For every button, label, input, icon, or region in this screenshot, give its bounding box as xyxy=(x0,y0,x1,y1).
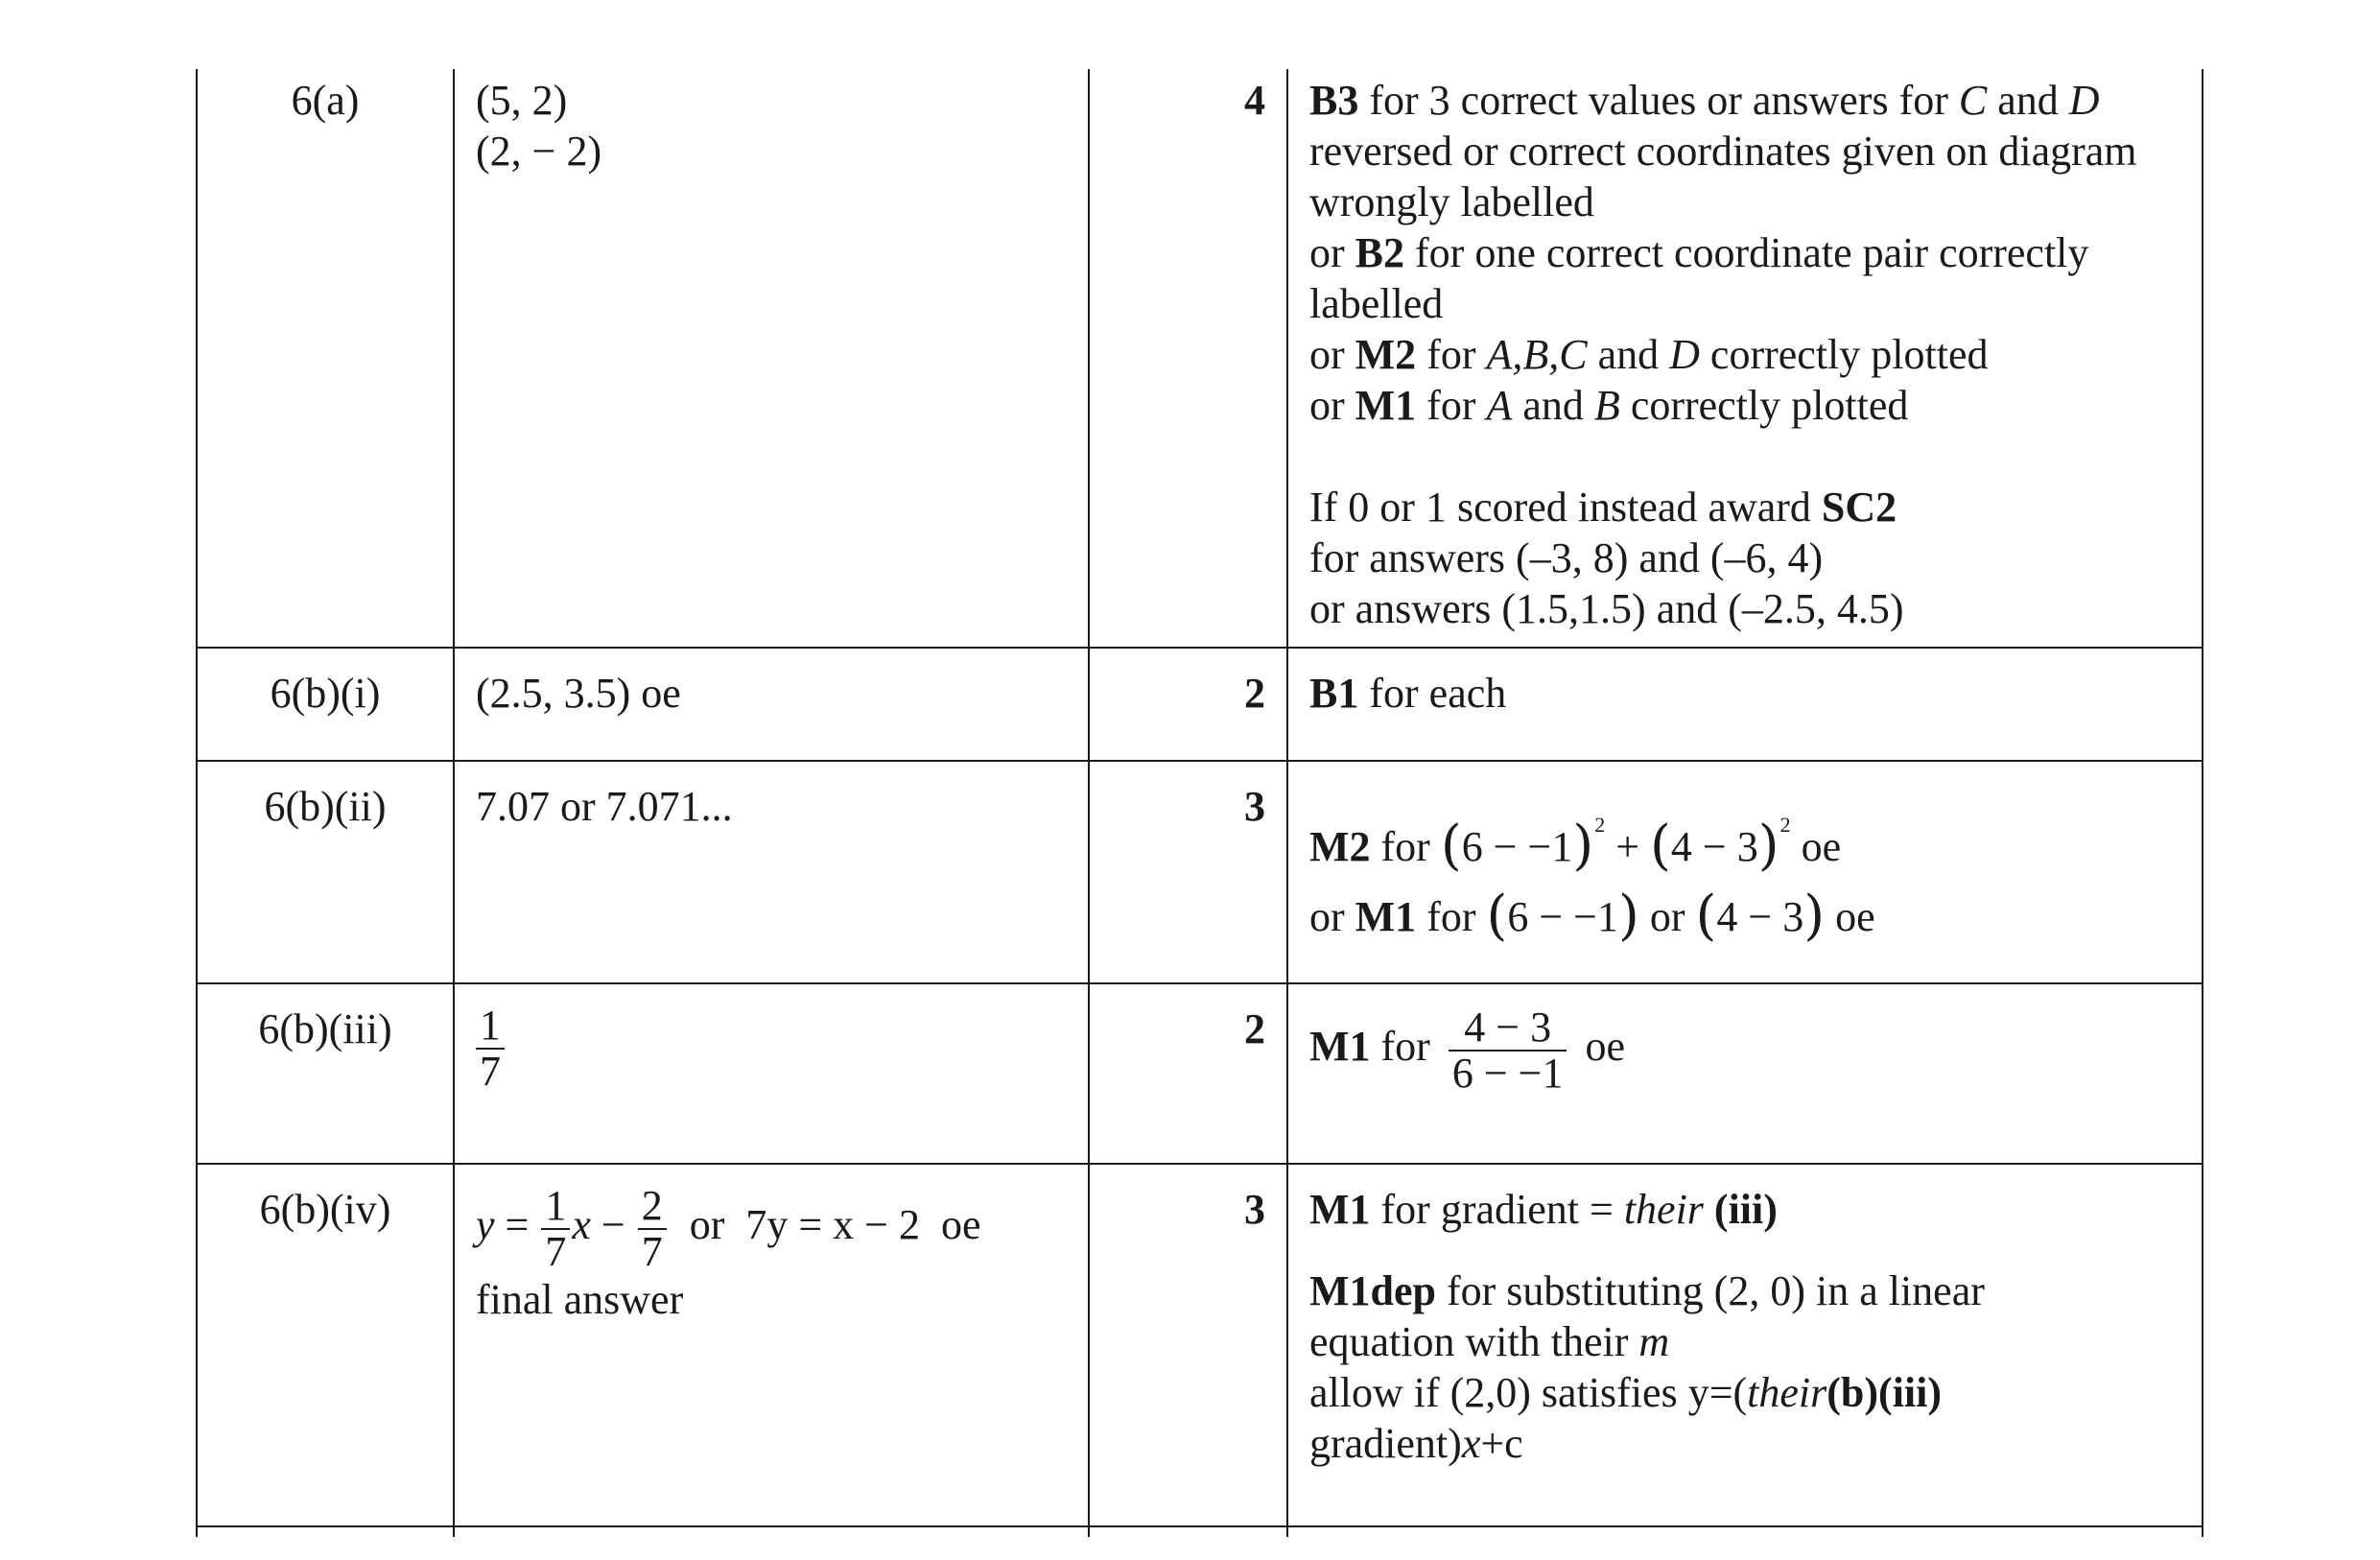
fraction-numerator: 1 xyxy=(476,1004,505,1050)
open-paren: ( xyxy=(1695,885,1717,947)
fraction-denominator: 7 xyxy=(480,1048,501,1095)
question-number: 6(a) xyxy=(197,69,454,648)
variable: x xyxy=(1461,1420,1481,1467)
mark-code: B1 xyxy=(1309,670,1359,717)
guidance-line xyxy=(1309,1367,2180,1418)
open-paren: ( xyxy=(1440,815,1462,877)
guidance-line xyxy=(1309,791,2180,882)
question-number: 6(b)(iii) xyxy=(197,983,454,1164)
point-label: D xyxy=(1669,331,1700,378)
mark-scheme-table xyxy=(196,69,2203,1537)
guidance-cell xyxy=(1287,1164,2203,1526)
guidance-text: for xyxy=(1416,382,1487,429)
expression: 6 − −1 xyxy=(1461,823,1573,870)
answer-line: (2, − 2) xyxy=(476,128,602,175)
guidance-text: (b)(iii) xyxy=(1826,1369,1943,1416)
equation-text: or 7y = x − 2 oe xyxy=(668,1201,981,1249)
guidance-text: correctly plotted xyxy=(1699,331,1989,378)
guidance-text: oe xyxy=(1574,1023,1626,1071)
guidance-cell xyxy=(1287,983,2203,1164)
guidance-text: oe xyxy=(1790,823,1842,870)
fraction-numerator: 2 xyxy=(638,1184,667,1230)
question-number: 6(b)(ii) xyxy=(197,761,454,983)
mark-code: B2 xyxy=(1355,229,1405,276)
table-row xyxy=(197,1164,2203,1526)
guidance-text: or xyxy=(1638,893,1696,940)
expression: 6 − −1 xyxy=(1507,893,1618,940)
mark-code: B3 xyxy=(1309,77,1359,124)
fraction-denominator: 7 xyxy=(545,1228,567,1275)
empty-cell xyxy=(197,1526,454,1537)
mark-code: M1dep xyxy=(1309,1267,1436,1314)
guidance-fraction xyxy=(1449,1005,1567,1096)
table-row xyxy=(197,69,2203,648)
guidance-text: or xyxy=(1309,229,1355,276)
variable: y xyxy=(476,1201,495,1249)
answer-line: final answer xyxy=(476,1276,684,1323)
table-row xyxy=(197,648,2203,761)
guidance-text: +c xyxy=(1480,1420,1523,1467)
answer-cell: 7.07 or 7.071... xyxy=(454,761,1089,983)
guidance-text: for xyxy=(1370,1023,1441,1071)
guidance-text: If 0 or 1 scored instead award xyxy=(1309,484,1822,531)
guidance-line: or answers (1.5,1.5) and (–2.5, 4.5) xyxy=(1309,585,1904,632)
guidance-line xyxy=(1309,227,2180,278)
guidance-text: correctly plotted xyxy=(1619,382,1909,429)
spacer xyxy=(1309,431,2180,482)
guidance-line xyxy=(1309,75,2180,126)
expression: 4 − 3 xyxy=(1716,893,1804,940)
close-paren: ) xyxy=(1757,815,1779,877)
fraction-denominator: 7 xyxy=(641,1228,663,1275)
mark-code: M1 xyxy=(1355,893,1417,940)
mark-code: M1 xyxy=(1309,1023,1371,1071)
mark-code: M1 xyxy=(1309,1186,1371,1233)
mark-code: M1 xyxy=(1355,382,1417,429)
spacer xyxy=(1309,1235,2180,1265)
guidance-line xyxy=(1309,1316,2180,1367)
guidance-line xyxy=(1309,1418,2180,1469)
table-row-continuation xyxy=(197,1526,2203,1537)
marks-cell: 4 xyxy=(1089,69,1287,648)
guidance-text: oe xyxy=(1825,893,1875,940)
answer-fraction xyxy=(541,1184,570,1274)
guidance-text: for xyxy=(1416,893,1487,940)
equation-text: = xyxy=(494,1201,540,1249)
guidance-line: labelled xyxy=(1309,280,1444,327)
guidance-text: for 3 correct values or answers for xyxy=(1358,77,1959,124)
point-label: D xyxy=(2068,77,2100,124)
guidance-text: or xyxy=(1309,331,1355,378)
guidance-text: gradient) xyxy=(1309,1420,1462,1467)
guidance-line xyxy=(1309,482,2180,532)
guidance-cell xyxy=(1287,648,2203,761)
guidance-cell xyxy=(1287,69,2203,648)
empty-cell xyxy=(454,1526,1089,1537)
point-label: B xyxy=(1593,382,1620,429)
answer-cell xyxy=(454,983,1089,1164)
mark-code: M2 xyxy=(1355,331,1417,378)
mark-code: M2 xyxy=(1309,823,1371,870)
close-paren: ) xyxy=(1572,815,1594,877)
exponent: 2 xyxy=(1594,813,1606,837)
marks-cell: 3 xyxy=(1089,761,1287,983)
table-row xyxy=(197,983,2203,1164)
open-paren: ( xyxy=(1650,815,1671,877)
point-label: A xyxy=(1486,382,1513,429)
equation-text: − xyxy=(590,1201,636,1249)
variable: x xyxy=(572,1201,591,1249)
guidance-text: + xyxy=(1605,823,1651,870)
guidance-line: for answers (–3, 8) and (–6, 4) xyxy=(1309,534,1824,581)
marks-cell: 2 xyxy=(1089,983,1287,1164)
guidance-text: for one correct coordinate pair correctly xyxy=(1404,229,2089,276)
guidance-text: for xyxy=(1416,331,1487,378)
question-number: 6(b)(iv) xyxy=(197,1164,454,1526)
guidance-text: for substituting (2, 0) in a linear xyxy=(1436,1267,1985,1314)
fraction-numerator: 4 − 3 xyxy=(1449,1005,1567,1052)
answer-cell xyxy=(454,1164,1089,1526)
guidance-text: their xyxy=(1623,1186,1704,1233)
point-label: C xyxy=(1958,77,1988,124)
guidance-text: or xyxy=(1309,893,1355,940)
guidance-text: and xyxy=(1512,382,1594,429)
guidance-cell xyxy=(1287,761,2203,983)
guidance-line xyxy=(1309,329,2180,380)
mark-code: SC2 xyxy=(1821,484,1897,531)
guidance-text: and xyxy=(1587,331,1670,378)
fraction-denominator: 6 − −1 xyxy=(1451,1050,1564,1097)
guidance-text: and xyxy=(1987,77,2069,124)
close-paren: ) xyxy=(1618,885,1639,947)
guidance-text: allow if (2,0) satisfies y=( xyxy=(1309,1369,1748,1416)
close-paren: ) xyxy=(1803,885,1826,947)
marks-cell: 2 xyxy=(1089,648,1287,761)
open-paren: ( xyxy=(1486,885,1508,947)
guidance-text: their xyxy=(1747,1369,1827,1416)
answer-cell: (2.5, 3.5) oe xyxy=(454,648,1089,761)
question-number: 6(b)(i) xyxy=(197,648,454,761)
guidance-text: equation with their xyxy=(1309,1318,1639,1365)
marks-cell: 3 xyxy=(1089,1164,1287,1526)
fraction-numerator: 1 xyxy=(541,1184,570,1230)
answer-cell xyxy=(454,69,1089,648)
empty-cell xyxy=(1089,1526,1287,1537)
point-label: A,B,C xyxy=(1486,331,1588,378)
guidance-line xyxy=(1309,882,2180,952)
expression: 4 − 3 xyxy=(1670,823,1758,870)
guidance-line xyxy=(1309,380,2180,431)
guidance-text: (iii) xyxy=(1703,1186,1778,1233)
guidance-line: wrongly labelled xyxy=(1309,178,1594,225)
guidance-line: reversed or correct coordinates given on diagram xyxy=(1309,128,2137,175)
empty-cell xyxy=(1287,1526,2203,1537)
guidance-text: for xyxy=(1370,823,1441,870)
exponent: 2 xyxy=(1779,813,1791,837)
table-row xyxy=(197,761,2203,983)
answer-fraction xyxy=(476,1004,505,1094)
guidance-text: for each xyxy=(1358,670,1507,717)
guidance-text: for gradient = xyxy=(1370,1186,1624,1233)
guidance-text: or xyxy=(1309,382,1355,429)
answer-fraction xyxy=(638,1184,667,1274)
answer-equation xyxy=(476,1184,1067,1274)
variable: m xyxy=(1638,1318,1670,1365)
answer-line: (5, 2) xyxy=(476,77,568,124)
guidance-line xyxy=(1309,1184,2180,1235)
guidance-line xyxy=(1309,1265,2180,1316)
